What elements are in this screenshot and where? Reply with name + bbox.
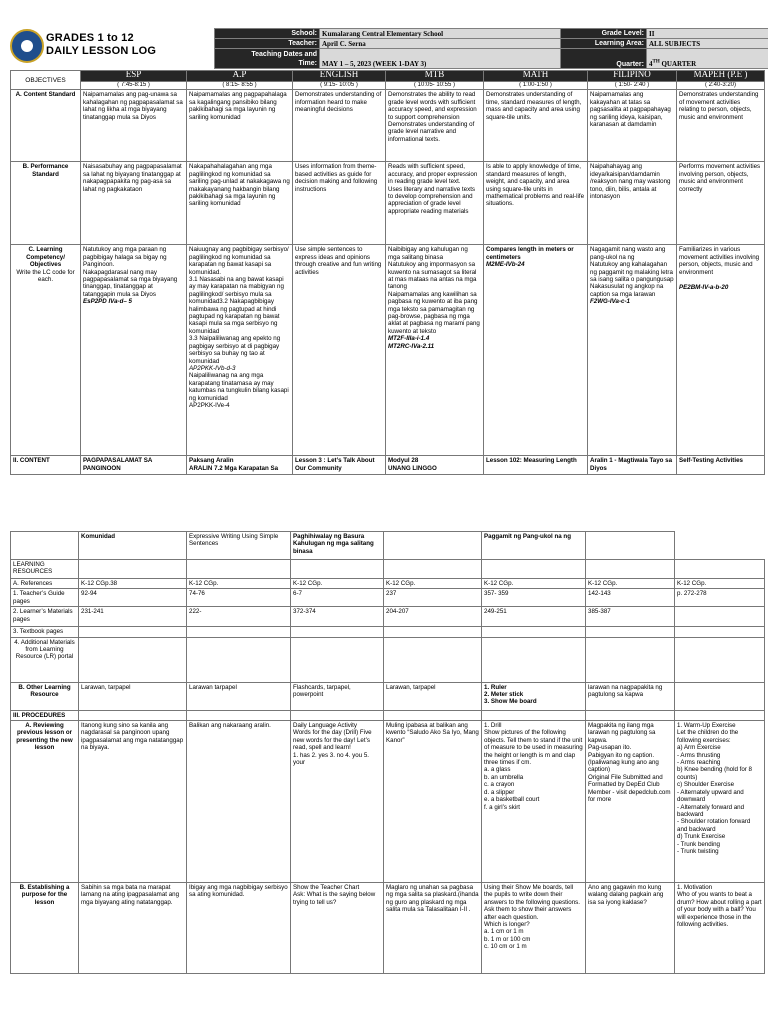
textbook-pages-row — [11, 627, 765, 637]
subject-ap: A.P — [187, 71, 293, 82]
row-label-text: C. Learning Competency/ Objectives — [26, 246, 65, 269]
row-label: A. References — [11, 579, 79, 589]
table-cell: Paghihiwalay ng Basura Kahulugan ng mga salitang binasa — [291, 532, 384, 560]
table-cell: Larawan tarpapel — [187, 682, 291, 710]
table-cell: K-12 CGp. — [384, 579, 482, 589]
table-cell: K-12 CGp. — [482, 579, 586, 589]
table-cell: Uses information from theme-based activities as guide for decision making and following instructions — [293, 162, 386, 245]
quarter-label: Quarter: — [561, 49, 647, 69]
grade-level-value: II — [647, 29, 768, 39]
time-ap: ( 8:15- 8:55 ) — [187, 82, 293, 90]
table-cell: Aralin 1 - Magtiwala Tayo sa Diyos — [588, 456, 677, 475]
table-cell: p. 272-278 — [675, 589, 765, 607]
table-cell: K-12 CGp. — [675, 579, 765, 589]
table-cell: Larawan, tarpapel — [79, 682, 187, 710]
title-line-2: DAILY LESSON LOG — [46, 45, 157, 57]
table-cell: 237 — [384, 589, 482, 607]
competency-text: Naibibigay ang kahulugan ng mga salitang binasa Natutukoy ang impormasyon sa kuwento na sumasagot sa literal at mas mataas na antas na mga tanong Naipamamalas ang kawilihan sa pagbasa ng kuwento at iba pang mga teksto sa pamamagitan ng pag-browse, pagbasa ng mga aklat at pagbasa ng marami pang kuwento at teksto — [388, 246, 480, 335]
document-title — [46, 32, 156, 58]
table-cell: Naipamamalas ang pag-unawa sa kahalagahan ng pagpapasalamat sa lahat ng likha at mga biyayang tinatanggap mula sa Diyos — [81, 90, 187, 162]
learning-area-label: Learning Area: — [561, 39, 647, 49]
table-cell: 92-94 — [79, 589, 187, 607]
lc-code: F2WG-IVa-c-1 — [590, 298, 630, 306]
time-mtb: ( 10:05- 10:55 ) — [386, 82, 484, 90]
table-cell: Show the Teacher Chart Ask: What is the saying below trying to tell us? — [291, 883, 384, 974]
table-cell — [675, 682, 765, 710]
table-cell: 142-143 — [586, 589, 675, 607]
subject-mtb: MTB — [386, 71, 484, 82]
table-cell: Is able to apply knowledge of time, standard measures of length, weight, and capacity, and area using square-tile units in mathematical problems and real-life situations. — [484, 162, 588, 245]
table-cell: 249-251 — [482, 607, 586, 627]
row-label: 4. Additional Materials from Learning Resource (LR) portal — [11, 637, 79, 682]
teaching-dates-label: Teaching Dates and Time: — [215, 49, 320, 69]
table-cell: Demonstrates understanding of information heard to make meaningful decisions — [293, 90, 386, 162]
table-cell: Expressive Writing Using Simple Sentences — [187, 532, 291, 560]
quarter-value: 4TH QUARTER — [647, 49, 768, 69]
table-cell: Itanong kung sino sa kanila ang nagdarasal sa panginoon upang ipagpasalamat ang mga natatanggap na biyaya. — [79, 721, 187, 883]
table-cell: Modyul 28 UNANG LINGGO — [386, 456, 484, 475]
subject-esp: ESP — [81, 71, 187, 82]
subject-header-row — [11, 71, 765, 82]
header-info-table — [214, 28, 768, 69]
competency-text: Familiarizes in various movement activities involving person, objects, music and environment — [679, 246, 760, 276]
row-label: A. Content Standard — [11, 90, 81, 162]
table-cell: Magpakita ng ilang mga larawan ng pagtulong sa kapwa. Pag-usapan ito. Pabigyan ito ng caption. (Ipaliwanag kung ano ang caption) Original File Submitted and Formatted by DepEd Club Member - visit depedclub.com for more — [586, 721, 675, 883]
table-cell: Ibigay ang mga nagbibigay serbisyo sa ating komunidad. — [187, 883, 291, 974]
table-cell: K-12 CGp. — [586, 579, 675, 589]
row-label: 3. Textbook pages — [11, 627, 79, 637]
table-cell: Using their Show Me boards, tell the pupils to write down their answers to the following questions. Ask them to show their answers after each question. Which is longer? a. 1 cm or 1 m b. 1 m or 100 cm c. 10 cm or 1 m — [482, 883, 586, 974]
lc-code: AP2PKK-IVb-d-3 — [189, 364, 236, 372]
table-cell: 222- — [187, 607, 291, 627]
table-cell: Naipamamalas ang pagpapahalaga sa kagalingang pansibiko bilang pakikibahagi sa mga layunin ng sariling komunidad — [187, 90, 293, 162]
table-cell: Ano ang gagawin mo kung walang dalang pagkain ang isa sa iyong kaklase? — [586, 883, 675, 974]
content-row — [11, 456, 765, 475]
content-continued-row — [11, 532, 765, 560]
table-cell: Demonstrates understanding of movement activities relating to person, objects, music and environment — [677, 90, 765, 162]
table-cell: Maglaro ng unahan sa pagbasa ng mga salita sa plaskard.(ihanda ng guro ang plaskard ng mga salita mula sa Talasalitaan I-II . — [384, 883, 482, 974]
school-value: Kumalarang Central Elementary School — [320, 29, 561, 39]
row-label: II. CONTENT — [11, 456, 81, 475]
deped-seal-icon — [10, 29, 44, 63]
learners-materials-row — [11, 607, 765, 627]
school-label: School: — [215, 29, 320, 39]
lc-code: PE2BM-IV-a-b-20 — [679, 284, 729, 292]
competency-text: Nagagamit nang wasto ang pang-ukol na ng Natutukoy ang kahalagahan ng paggamit ng malaking letra sa isang salita o pangungusap Nakasusulat ng angkop na caption sa mga larawan — [590, 246, 674, 298]
table-cell: Demonstrates understanding of time, standard measures of length, mass and capacity and area using square-tile units. — [484, 90, 588, 162]
table-cell: Performs movement activities involving person, objects, music and environment correctly — [677, 162, 765, 245]
table-cell — [384, 532, 482, 560]
teachers-guide-row — [11, 589, 765, 607]
table-cell: Larawan, tarpapel — [384, 682, 482, 710]
learning-resources-row — [11, 560, 765, 579]
time-english: ( 9:15- 10:05 ) — [293, 82, 386, 90]
table-cell: Lesson 3 : Let’s Talk About Our Community — [293, 456, 386, 475]
time-esp: ( 7:45-8:15 ) — [81, 82, 187, 90]
table-cell: Demonstrates the ability to read grade level words with sufficient accuracy speed, and expression to support comprehension Demonstrates understanding of grade level narrative and informational texts. — [386, 90, 484, 162]
table-cell: 1. Warm-Up Exercise Let the children do the following exercises: a) Arm Exercise - Arms thrusting - Arms reaching b) Knee bending (hold for 8 counts) c) Shoulder Exercise - Alternately upward and downward - Alternately forward and backward - Shoulder rotation forward and backward d) Trunk Exercise - Trunk bending - Trunk twisting — [675, 721, 765, 883]
learning-area-value: ALL SUBJECTS — [647, 39, 768, 49]
table-cell: Use simple sentences to express ideas and opinions through creative and fun writing activities — [293, 245, 386, 456]
table-cell: PAGPAPASALAMAT SA PANGINOON — [81, 456, 187, 475]
table-cell: Naipamamalas ang kakayahan at tatas sa pagsasalita at pagpapahayag ng sariling ideya, kaisipan, karanasan at damdamin — [588, 90, 677, 162]
table-cell: Naipahahayag ang ideya/kaisipan/damdamin /reaksyon nang may wastong tono, diin, bilis, antala at intonasyon — [588, 162, 677, 245]
subject-filipino: FILIPINO — [588, 71, 677, 82]
row-label: B. Establishing a purpose for the lesson — [11, 883, 79, 974]
table-cell: larawan na nagpapakita ng pagtulong sa kapwa — [586, 682, 675, 710]
table-cell: Nakapahahalagahan ang mga paglilingkod ng komunidad sa sariling pag-unlad at nakakagawa ng makakayanang hakbangin bilang pakikibahagi sa mga layunin ng sariling komunidad — [187, 162, 293, 245]
row-label: A. Reviewing previous lesson or presenting the new lesson — [11, 721, 79, 883]
procedures-row — [11, 710, 765, 720]
row-label: 2. Learner’s Materials pages — [11, 607, 79, 627]
table-cell — [81, 245, 187, 456]
other-resources-row — [11, 682, 765, 710]
row-label — [11, 245, 81, 456]
teaching-dates-value: MAY 1 – 5, 2023 (WEEK 1-DAY 3) — [320, 49, 561, 69]
objectives-table — [10, 70, 765, 475]
table-cell: 385-387 — [586, 607, 675, 627]
subject-time-row — [11, 82, 765, 90]
teacher-label: Teacher: — [215, 39, 320, 49]
lc-code: EsP2PD IVa-d– 5 — [83, 298, 132, 306]
time-mapeh: ( 2:40-3:20) — [677, 82, 765, 90]
table-cell: Daily Language Activity Words for the day (Drill) Five new words for the day! Let’s read, spell and learn! 1. has 2. yes 3. no 4. you 5. your — [291, 721, 384, 883]
time-filipino: ( 1:50- 2:40 ) — [588, 82, 677, 90]
table-cell — [586, 532, 675, 560]
objectives-label: OBJECTIVES — [11, 71, 81, 90]
table-cell — [11, 532, 79, 560]
row-label: LEARNING RESOURCES — [11, 560, 79, 579]
row-label: 1. Teacher’s Guide pages — [11, 589, 79, 607]
table-cell: Muling ipabasa at balikan ang kwento “Saludo Ako Sa Iyo, Mang Kanor” — [384, 721, 482, 883]
time-math: ( 1:00-1:50 ) — [484, 82, 588, 90]
lc-code: MT2F-IIIa-i-1.4 MT2RC-IVa-2.11 — [388, 335, 435, 350]
table-cell: 1. Ruler 2. Meter stick 3. Show Me board — [482, 682, 586, 710]
subject-mapeh: MAPEH (P.E ) — [677, 71, 765, 82]
table-cell: K-12 CGp.38 — [79, 579, 187, 589]
table-cell: 6-7 — [291, 589, 384, 607]
table-cell: Lesson 102: Measuring Length — [484, 456, 588, 475]
table-cell: K-12 CGp. — [187, 579, 291, 589]
table-cell: 372-374 — [291, 607, 384, 627]
table-cell — [484, 245, 588, 456]
title-line-1: GRADES 1 to 12 — [46, 32, 134, 44]
resources-procedures-table — [10, 531, 765, 974]
row-label: III. PROCEDURES — [11, 710, 79, 720]
purpose-row — [11, 883, 765, 974]
performance-standard-row — [11, 162, 765, 245]
lc-code: M2ME-IVb-24 — [486, 261, 525, 269]
table-cell: 1. Motivation Who of you wants to beat a drum? How about rolling a part of your body with a ball? You will experience those in the following activities. — [675, 883, 765, 974]
subject-math: MATH — [484, 71, 588, 82]
table-cell: Flashcards, tarpapel, powerpoint — [291, 682, 384, 710]
table-cell — [386, 245, 484, 456]
table-cell: Paggamit ng Pang-ukol na ng — [482, 532, 586, 560]
table-cell — [677, 245, 765, 456]
row-label-note: Write the LC code for each. — [16, 268, 75, 284]
table-cell: 1. Drill Show pictures of the following objects. Tell them to stand if the unit of measure to be used in measuring the height or length is m and clap three times if cm. a. a glass b. an umbrella c. a crayon d. a slipper e. a basketball court f. a girl’s skirt — [482, 721, 586, 883]
subject-english: ENGLISH — [293, 71, 386, 82]
table-cell: Naisasabuhay ang pagpapasalamat sa lahat ng biyayang tinatanggap at nakapagpapakita ng pag-asa sa lahat ng pagkakataon — [81, 162, 187, 245]
table-cell: Sabihin sa mga bata na marapat lamang na ating ipagpasalamat ang mga biyayang ating natatanggap. — [79, 883, 187, 974]
row-label: B. Other Learning Resource — [11, 682, 79, 710]
review-lesson-row — [11, 721, 765, 883]
content-standard-row — [11, 90, 765, 162]
table-cell: K-12 CGp. — [291, 579, 384, 589]
table-cell: Reads with sufficient speed, accuracy, and proper expression in reading grade level text. Uses literary and narrative texts to develop comprehension and appreciation of grade level appropriate reading materials — [386, 162, 484, 245]
row-label: B. Performance Standard — [11, 162, 81, 245]
table-cell: Balikan ang nakaraang aralin. — [187, 721, 291, 883]
lesson-log-header — [10, 28, 764, 70]
competency-text: Naiuugnay ang pagbibigay serbisyo/ paglilingkod ng komunidad sa karapatan ng bawat kasapi sa komunidad. 3.1 Nasasabi na ang bawat kasapi ay may karapatan na mabigyan ng paglilingkod/ serbisyo mula sa komunidad3.2 Nakapagbibigay halimbawa ng pagtupad at hindi pagtupad ng karapatan ng bawat kasapi mula sa mga serbisyo ng komunidad 3.3 Naipaliliwanag ang epekto ng pagbigay serbisyo at di pagbigay serbisyo sa buhay ng tao at komunidad — [189, 246, 289, 365]
lc-code: AP2PKK-IVe-4 — [189, 401, 230, 409]
competency-text: Compares length in meters or centimeters — [486, 246, 574, 261]
learning-competency-row — [11, 245, 765, 456]
table-cell: 231-241 — [79, 607, 187, 627]
table-cell: Paksang Aralin ARALIN 7.2 Mga Karapatan Sa — [187, 456, 293, 475]
grade-level-label: Grade Level: — [561, 29, 647, 39]
table-cell: Komunidad — [79, 532, 187, 560]
teacher-value: April C. Serna — [320, 39, 561, 49]
references-row — [11, 579, 765, 589]
table-cell: Self-Testing Activities — [677, 456, 765, 475]
additional-materials-row — [11, 637, 765, 682]
table-cell — [588, 245, 677, 456]
table-cell: 204-207 — [384, 607, 482, 627]
table-cell: 357- 359 — [482, 589, 586, 607]
table-cell: 74-76 — [187, 589, 291, 607]
competency-text: Naipaliliwanag na ang mga karapatang tinatamasa ay may katumbas na tungkulin bilang kasapi ng komunidad — [189, 372, 289, 402]
table-cell — [675, 607, 765, 627]
table-cell — [187, 245, 293, 456]
competency-text: Natutukoy ang mga paraan ng pagbibigay halaga sa bigay ng Panginoon. Nakapagdarasal nang may pagpapasalamat sa mga biyayang tinanggap, tinatanggap at tatanggapin mula sa Diyos — [83, 246, 178, 298]
